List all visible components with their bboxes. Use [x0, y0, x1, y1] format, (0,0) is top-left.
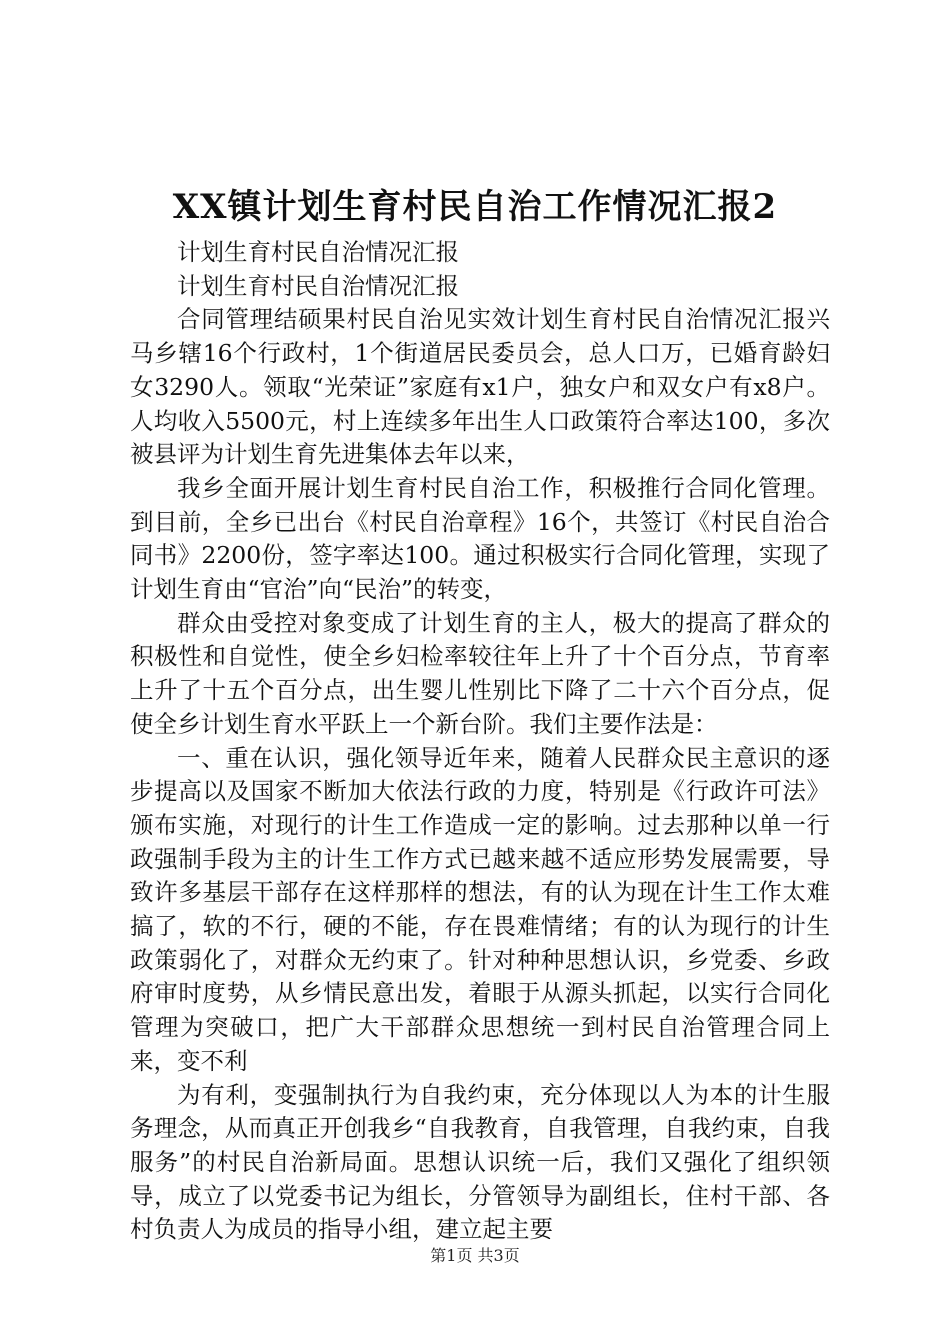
subtitle-line: 计划生育村民自治情况汇报: [177, 238, 459, 266]
page-footer: 第1页 共3页: [430, 1246, 520, 1265]
document-body: [130, 236, 830, 1247]
paragraph: 群众由受控对象变成了计划生育的主人，极大的提高了群众的积极性和自觉性，使全乡妇检率较往年上升了十个百分点，节育率上升了十五个百分点，出生婴儿性别比下降了二十六个百分点，促使全乡计划生育水平跃上一个新台阶。我们主要作法是：: [130, 608, 830, 738]
subtitle-line: 计划生育村民自治情况汇报: [177, 271, 459, 300]
paragraph: 合同管理结硕果村民自治见实效计划生育村民自治情况汇报兴马乡辖16个行政村，1个街道居民委员会，总人口万，已婚育龄妇女3290人。领取“光荣证”家庭有x1户，独女户和双女户有x8户。人均收入5500元，村上连续多年出生人口政策符合率达100，多次被县评为计划生育先进集体去年以来，: [130, 305, 830, 469]
paragraph: 为有利，变强制执行为自我约束，充分体现以人为本的计生服务理念，从而真正开创我乡“自我教育，自我管理，自我约束，自我服务”的村民自治新局面。思想认识统一后，我们又强化了组织领导，成立了以党委书记为组长，分管领导为副组长，住村干部、各村负责人为成员的指导小组，建立起主要: [130, 1080, 830, 1244]
paragraph: 一、重在认识，强化领导近年来，随着人民群众民主意识的逐步提高以及国家不断加大依法行政的力度，特别是《行政许可法》颁布实施，对现行的计生工作造成一定的影响。过去那种以单一行政强制手段为主的计生工作方式已越来越不适应形势发展需要，导致许多基层干部存在这样那样的想法，有的认为现在计生工作太难搞了，软的不行，硬的不能，存在畏难情绪；有的认为现行的计生政策弱化了，对群众无约束了。针对种种思想认识，乡党委、乡政府审时度势，从乡情民意出发，着眼于从源头抓起，以实行合同化管理为突破口，把广大干部群众思想统一到村民自治管理合同上来，变不利: [130, 743, 830, 1075]
paragraph: 我乡全面开展计划生育村民自治工作，积极推行合同化管理。到目前，全乡已出台《村民自治章程》16个，共签订《村民自治合同书》2200份，签字率达100。通过积极实行合同化管理，实现了计划生育由“官治”向“民治”的转变，: [130, 473, 830, 604]
document-title: XX镇计划生育村民自治工作情况汇报2: [172, 187, 778, 227]
